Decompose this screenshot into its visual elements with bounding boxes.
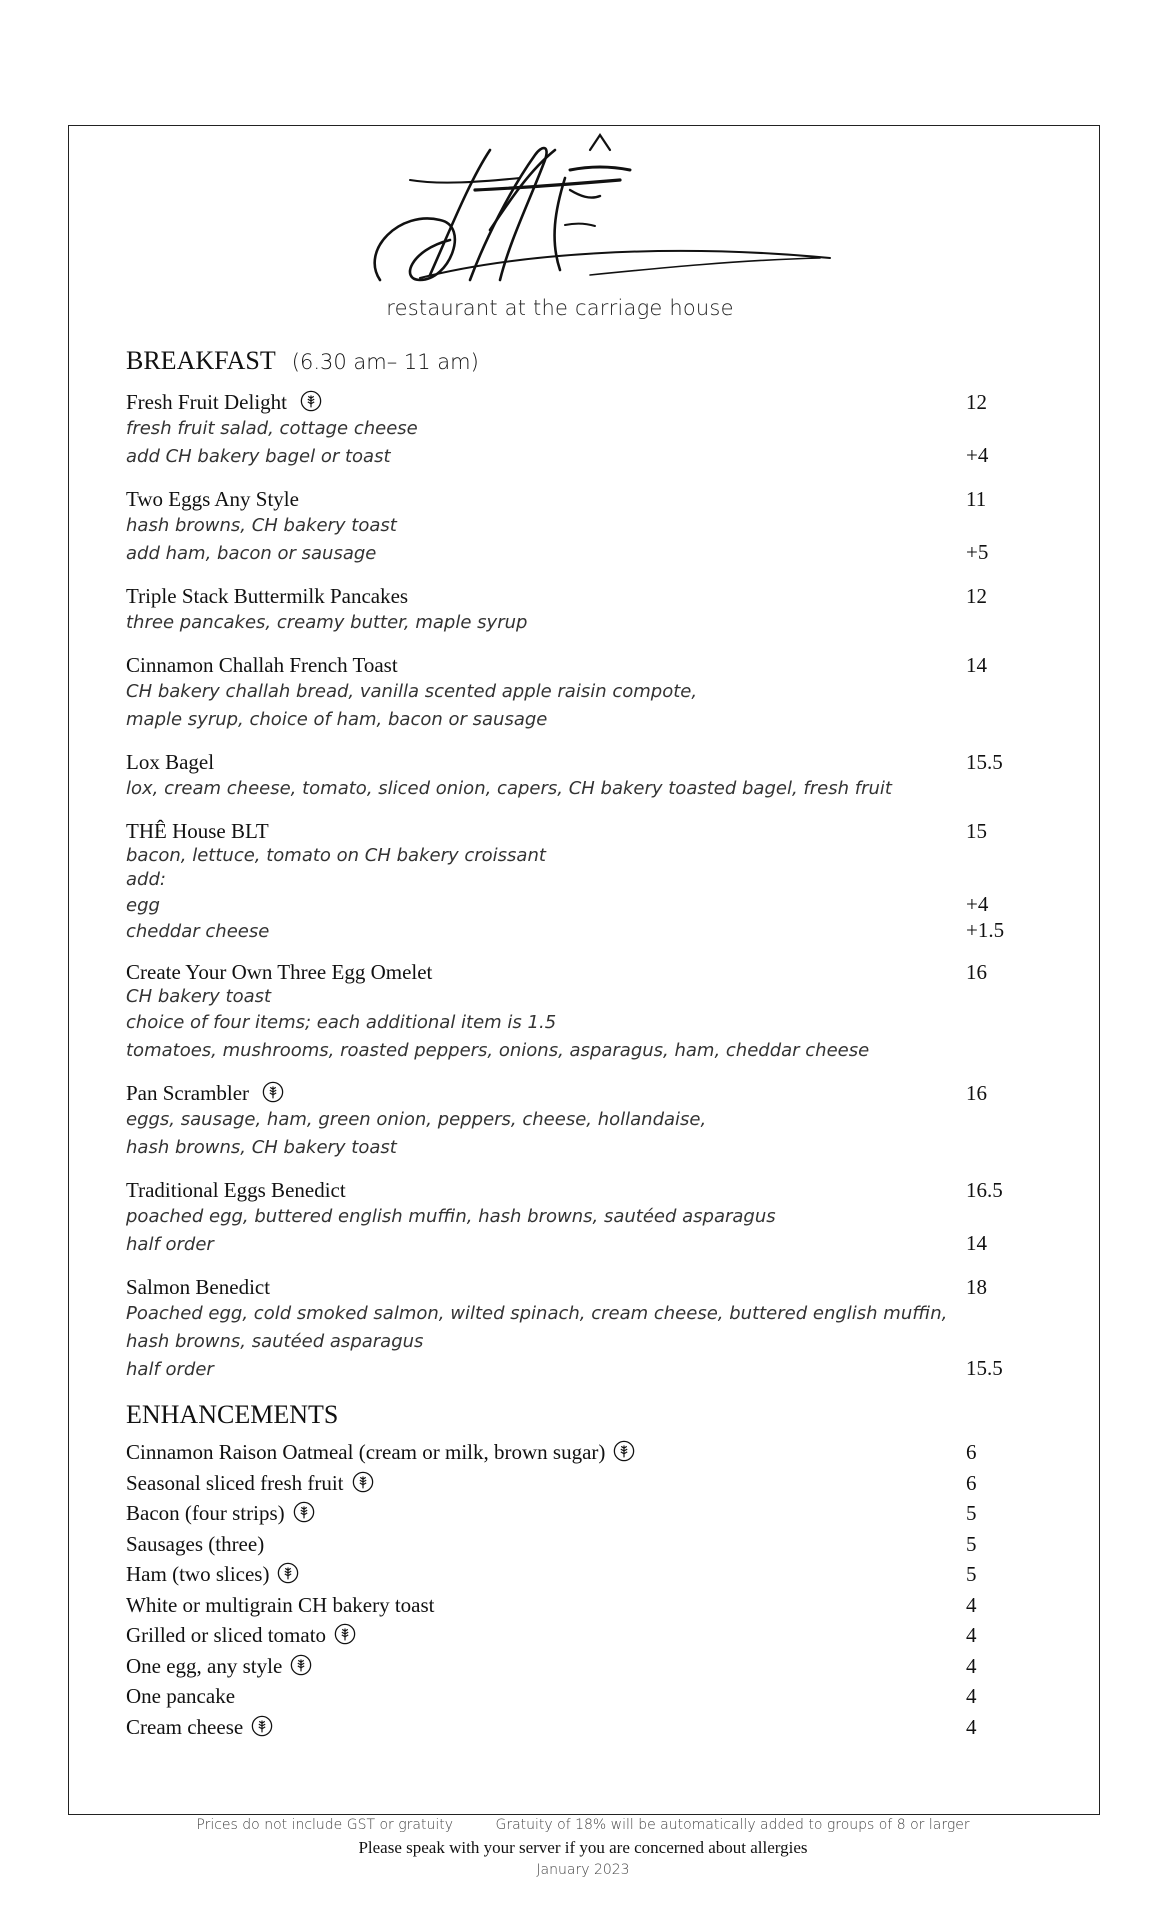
enhancement-name: Cream cheese xyxy=(126,1714,244,1739)
gluten-free-icon xyxy=(290,1654,312,1676)
item-name: Two Eggs Any Style xyxy=(126,487,299,511)
enhancement-price: 4 xyxy=(966,1592,977,1617)
enhancements-list xyxy=(126,1440,1026,1745)
enhancements-title: ENHANCEMENTS xyxy=(126,1400,339,1429)
addon-price: 15.5 xyxy=(966,1356,1003,1380)
item-description: eggs, sausage, ham, green onion, peppers, cheese, hollandaise, xyxy=(126,1109,707,1130)
item-addon: add ham, bacon or sausage xyxy=(126,543,377,564)
gluten-free-icon xyxy=(293,1501,315,1523)
menu-content xyxy=(126,346,1026,1745)
item-price: 14 xyxy=(966,653,987,677)
menu-item xyxy=(126,1275,1026,1384)
item-addon: cheddar cheese xyxy=(126,921,270,942)
enhancement-name: Seasonal sliced fresh fruit xyxy=(126,1470,344,1495)
addon-price: 14 xyxy=(966,1231,987,1255)
gluten-free-icon xyxy=(334,1623,356,1645)
item-name: Cinnamon Challah French Toast xyxy=(126,653,398,677)
item-price: 16 xyxy=(966,1081,987,1105)
item-price: 18 xyxy=(966,1275,987,1299)
gluten-free-icon xyxy=(262,1081,284,1103)
item-description: CH bakery toast xyxy=(126,986,272,1007)
item-description: fresh fruit salad, cottage cheese xyxy=(126,418,418,439)
menu-item xyxy=(126,960,1026,1065)
item-description: Poached egg, cold smoked salmon, wilted spinach, cream cheese, buttered english muffin, xyxy=(126,1303,948,1324)
item-description: choice of four items; each additional item is 1.5 xyxy=(126,1012,557,1033)
gst-note: Prices do not include GST or gratuity xyxy=(196,1817,454,1833)
addon-price: +4 xyxy=(966,892,989,916)
enhancement-price: 4 xyxy=(966,1653,977,1678)
item-description: poached egg, buttered english muffin, hash browns, sautéed asparagus xyxy=(126,1206,776,1227)
item-description: hash browns, CH bakery toast xyxy=(126,1137,397,1158)
item-description: CH bakery challah bread, vanilla scented apple raisin compote, xyxy=(126,681,698,702)
item-price: 16 xyxy=(966,960,987,984)
item-name: Lox Bagel xyxy=(126,750,215,774)
enhancement-row xyxy=(126,1623,1026,1654)
menu-item xyxy=(126,750,1026,803)
item-name: Pan Scrambler xyxy=(126,1081,284,1106)
gluten-free-icon xyxy=(613,1440,635,1462)
breakfast-title: BREAKFAST xyxy=(126,346,276,375)
item-price: 15 xyxy=(966,819,987,843)
enhancement-row xyxy=(126,1715,1026,1746)
enhancement-price: 5 xyxy=(966,1501,977,1525)
menu-item xyxy=(126,584,1026,637)
enhancement-price: 5 xyxy=(966,1562,977,1586)
logo-tagline: restaurant at the carriage house xyxy=(386,296,734,320)
menu-item xyxy=(126,653,1026,734)
menu-item xyxy=(126,487,1026,568)
enhancement-name: Grilled or sliced tomato xyxy=(126,1623,327,1647)
menu-item xyxy=(126,1081,1026,1162)
addon-price: +4 xyxy=(966,443,989,467)
addon-price: +1.5 xyxy=(966,918,1005,942)
item-price: 11 xyxy=(966,487,987,511)
addon-price: +5 xyxy=(966,540,989,564)
enhancement-name: White or multigrain CH bakery toast xyxy=(126,1592,435,1617)
item-addon: half order xyxy=(126,1234,214,1255)
enhancement-row xyxy=(126,1471,1026,1502)
enhancement-name: One pancake xyxy=(126,1684,236,1708)
enhancement-row xyxy=(126,1593,1026,1624)
menu-date: January 2023 xyxy=(536,1862,630,1878)
gluten-free-icon xyxy=(352,1471,374,1493)
footer-notes xyxy=(0,1817,1166,1833)
item-description: bacon, lettuce, tomato on CH bakery croissant xyxy=(126,845,546,866)
item-name: Fresh Fruit Delight xyxy=(126,390,322,415)
menu-item xyxy=(126,819,1026,944)
gluten-free-icon xyxy=(251,1715,273,1737)
gluten-free-icon xyxy=(300,390,322,412)
enhancement-name: Ham (two slices) xyxy=(126,1562,270,1586)
enhancement-row xyxy=(126,1684,1026,1715)
enhancement-name: Bacon (four strips) xyxy=(126,1501,285,1525)
gratuity-note: Gratuity of 18% will be automatically added to groups of 8 or larger xyxy=(495,1817,970,1833)
item-add-label: add: xyxy=(126,869,166,890)
item-name: Traditional Eggs Benedict xyxy=(126,1178,346,1202)
item-price: 12 xyxy=(966,584,987,608)
allergy-note: Please speak with your server if you are concerned about allergies xyxy=(358,1838,808,1857)
enhancement-row xyxy=(126,1501,1026,1532)
item-description: tomatoes, mushrooms, roasted peppers, onions, asparagus, ham, cheddar cheese xyxy=(126,1040,870,1061)
enhancement-price: 6 xyxy=(966,1440,977,1464)
breakfast-hours: (6.30 am– 11 am) xyxy=(291,350,479,374)
item-name: Triple Stack Buttermilk Pancakes xyxy=(126,584,409,608)
item-price: 16.5 xyxy=(966,1178,1003,1202)
enhancement-name: One egg, any style xyxy=(126,1653,283,1678)
item-name: THÊ House BLT xyxy=(126,819,269,843)
enhancement-row xyxy=(126,1440,1026,1471)
item-description: hash browns, CH bakery toast xyxy=(126,515,397,536)
gluten-free-icon xyxy=(277,1562,299,1584)
enhancement-price: 4 xyxy=(966,1714,977,1739)
breakfast-heading xyxy=(126,346,1026,390)
item-description: lox, cream cheese, tomato, sliced onion, capers, CH bakery toasted bagel, fresh fruit xyxy=(126,778,892,799)
enhancement-price: 5 xyxy=(966,1531,977,1556)
enhancement-price: 6 xyxy=(966,1470,977,1495)
item-addon: half order xyxy=(126,1359,214,1380)
enhancement-name: Sausages (three) xyxy=(126,1531,265,1556)
menu-item xyxy=(126,390,1026,471)
item-description: hash browns, sautéed asparagus xyxy=(126,1331,424,1352)
item-name: Create Your Own Three Egg Omelet xyxy=(126,960,433,984)
menu-item xyxy=(126,1178,1026,1259)
item-name: Salmon Benedict xyxy=(126,1275,271,1299)
item-description: three pancakes, creamy butter, maple syrup xyxy=(126,612,528,633)
enhancement-price: 4 xyxy=(966,1623,977,1647)
enhancement-row xyxy=(126,1562,1026,1593)
item-price: 12 xyxy=(966,390,987,414)
item-addon: egg xyxy=(126,895,160,916)
item-addon: add CH bakery bagel or toast xyxy=(126,446,391,467)
enhancement-row xyxy=(126,1532,1026,1563)
item-description: maple syrup, choice of ham, bacon or sausage xyxy=(126,709,548,730)
enhancement-price: 4 xyxy=(966,1684,977,1708)
enhancement-name: Cinnamon Raison Oatmeal (cream or milk, brown sugar) xyxy=(126,1440,606,1464)
item-price: 15.5 xyxy=(966,750,1003,774)
the-logo xyxy=(360,130,840,290)
enhancement-row xyxy=(126,1654,1026,1685)
